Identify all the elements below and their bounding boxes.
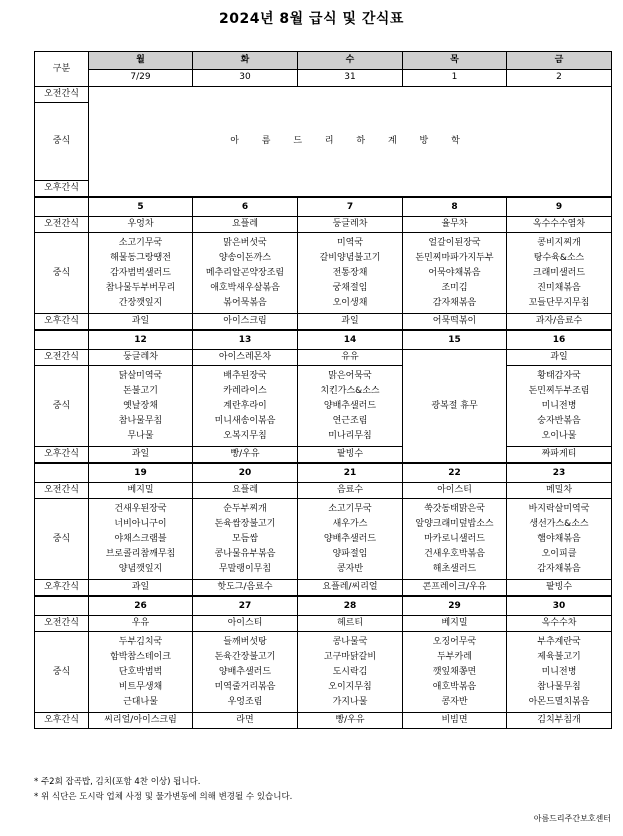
pm-snack-label: 오후간식 [35,314,89,331]
pm-snack: 콘프레이크/우유 [403,580,507,597]
pm-snack: 어묵떡볶이 [403,314,507,331]
lunch-menu: 두부김치국 함박참스테이크 단호박범벅 비트무생채 근대나물 [89,632,193,713]
lunch-menu: 맑은어묵국 치킨가스&소스 양배추샐러드 연근조림 미나리무침 [298,366,403,447]
lunch-menu: 들깨버섯탕 돈육간장불고기 양배추샐러드 미역줄거리볶음 우엉조림 [193,632,298,713]
day-thu: 목 [403,52,507,70]
holiday-notice: 광복절 휴무 [403,350,507,464]
lunch-menu: 순두부찌개 돈육쌈장불고기 모듬쌈 콩나물유부볶음 무말랭이무침 [193,499,298,580]
blank-cell [35,330,89,350]
date-cell: 13 [193,330,298,350]
date-cell: 5 [89,197,193,217]
lunch-menu: 얼갈이된장국 돈민찌마파가지두부 어묵야채볶음 조미김 감자채볶음 [403,233,507,314]
lunch-menu: 오징어무국 두부카레 깻잎채쫑면 애호박볶음 콩자반 [403,632,507,713]
lunch-menu: 소고기무국 새우가스 양배추샐러드 양파절임 콩자반 [298,499,403,580]
pm-snack-label: 오후간식 [35,713,89,729]
date-cell: 15 [403,330,507,350]
date-cell: 2 [507,69,612,87]
date-cell: 29 [403,596,507,616]
pm-snack: 과일 [89,447,193,464]
lunch-menu: 미역국 갈비양념불고기 전통장채 궁채절임 오이생채 [298,233,403,314]
footer-org: 아름드리주간보호센터 [533,814,611,823]
am-snack: 우유 [89,616,193,632]
pm-snack: 팥빙수 [298,447,403,464]
lunch-menu: 맑은버섯국 양송이돈까스 메추리알곤약장조림 애호박새우살볶음 볶어묵볶음 [193,233,298,314]
am-snack: 아이스티 [193,616,298,632]
date-cell: 27 [193,596,298,616]
pm-snack: 과일 [298,314,403,331]
pm-snack: 김치부침개 [507,713,612,729]
pm-snack: 팥빙수 [507,580,612,597]
date-cell: 26 [89,596,193,616]
lunch-menu: 배추된장국 카레라이스 계란후라이 미니새송이볶음 오복지무침 [193,366,298,447]
am-snack: 옥수수수염차 [507,217,612,233]
date-cell: 21 [298,463,403,483]
date-cell: 6 [193,197,298,217]
blank-cell [35,197,89,217]
pm-snack: 핫도그/음료수 [193,580,298,597]
am-snack: 둥글레차 [89,350,193,366]
pm-snack-label: 오후간식 [35,580,89,597]
lunch-label: 중식 [35,233,89,314]
lunch-menu: 콩나물국 고구마닭갈비 도시락김 오이지무침 가지나물 [298,632,403,713]
pm-snack: 비빔면 [403,713,507,729]
date-cell: 8 [403,197,507,217]
date-cell: 12 [89,330,193,350]
am-snack: 우엉차 [89,217,193,233]
date-cell: 23 [507,463,612,483]
blank-cell [35,463,89,483]
am-snack: 옥수수차 [507,616,612,632]
pm-snack: 빵/우유 [298,713,403,729]
am-snack: 베지밀 [403,616,507,632]
division-label: 구분 [35,52,89,87]
day-mon: 월 [89,52,193,70]
date-cell: 30 [193,69,298,87]
date-cell: 20 [193,463,298,483]
pm-snack: 과자/음료수 [507,314,612,331]
lunch-label: 중식 [35,366,89,447]
pm-snack: 과일 [89,580,193,597]
am-snack-label: 오전간식 [35,87,89,103]
lunch-menu: 건새우된장국 너비아니구이 야채스크램블 브로콜리참깨무침 양념깻잎지 [89,499,193,580]
day-wed: 수 [298,52,403,70]
pm-snack: 짜파게티 [507,447,612,464]
am-snack-label: 오전간식 [35,350,89,366]
vacation-notice: 아 름 드 리 하 계 방 학 [89,87,612,198]
pm-snack: 빵/우유 [193,447,298,464]
day-tue: 화 [193,52,298,70]
date-cell: 7 [298,197,403,217]
date-cell: 9 [507,197,612,217]
date-cell: 30 [507,596,612,616]
lunch-menu: 콩비지찌개 탕수육&소스 크래미샐러드 진미채볶음 꼬들단무지무침 [507,233,612,314]
note-line: * 위 식단은 도시락 업체 사정 및 물가변동에 의해 변경될 수 있습니다. [34,792,293,802]
am-snack: 메밀차 [507,483,612,499]
am-snack: 요플레 [193,217,298,233]
lunch-menu: 황태감자국 돈민찌두부조림 미니전병 숭자반볶음 오이나물 [507,366,612,447]
pm-snack: 아이스크림 [193,314,298,331]
am-snack: 유유 [298,350,403,366]
lunch-label: 중식 [35,103,89,181]
lunch-label: 중식 [35,632,89,713]
am-snack: 둥글레차 [298,217,403,233]
am-snack-label: 오전간식 [35,483,89,499]
date-cell: 7/29 [89,69,193,87]
date-cell: 28 [298,596,403,616]
pm-snack: 과일 [89,314,193,331]
date-cell: 31 [298,69,403,87]
pm-snack: 요플레/씨리얼 [298,580,403,597]
lunch-menu: 바지락살미역국 생선가스&소스 햄야채볶음 오이피클 감자채볶음 [507,499,612,580]
date-cell: 1 [403,69,507,87]
day-fri: 금 [507,52,612,70]
am-snack: 음료수 [298,483,403,499]
date-cell: 16 [507,330,612,350]
am-snack-label: 오전간식 [35,616,89,632]
pm-snack: 라면 [193,713,298,729]
date-cell: 14 [298,330,403,350]
lunch-menu: 닭살미역국 돈불고기 옛날장채 참나물무침 무나물 [89,366,193,447]
date-cell: 19 [89,463,193,483]
am-snack: 과일 [507,350,612,366]
note-line: * 주2회 잡곡밥, 김치(포함 4찬 이상) 됩니다. [34,777,201,787]
lunch-menu: 쑥갓동태맑은국 알양크래미덮밥소스 마카로니샐러드 건새우호박볶음 해초샐러드 [403,499,507,580]
date-cell: 22 [403,463,507,483]
lunch-menu: 부추계란국 제육불고기 미니전병 참나물무침 아몬드멸치볶음 [507,632,612,713]
am-snack: 베지밀 [89,483,193,499]
pm-snack-label: 오후간식 [35,181,89,198]
menu-table [34,51,612,729]
pm-snack-label: 오후간식 [35,447,89,464]
am-snack: 아이스레몬차 [193,350,298,366]
page-title: 2024년 8월 급식 및 간식표 [219,11,404,27]
am-snack: 헤르티 [298,616,403,632]
am-snack: 아이스티 [403,483,507,499]
am-snack: 요플레 [193,483,298,499]
lunch-label: 중식 [35,499,89,580]
am-snack: 율무차 [403,217,507,233]
blank-cell [35,596,89,616]
am-snack-label: 오전간식 [35,217,89,233]
lunch-menu: 소고기무국 해물동그랑땡전 감자범벅샐러드 참나물두부버무리 간장깻잎지 [89,233,193,314]
notes [34,775,611,805]
pm-snack: 씨리얼/아이스크림 [89,713,193,729]
